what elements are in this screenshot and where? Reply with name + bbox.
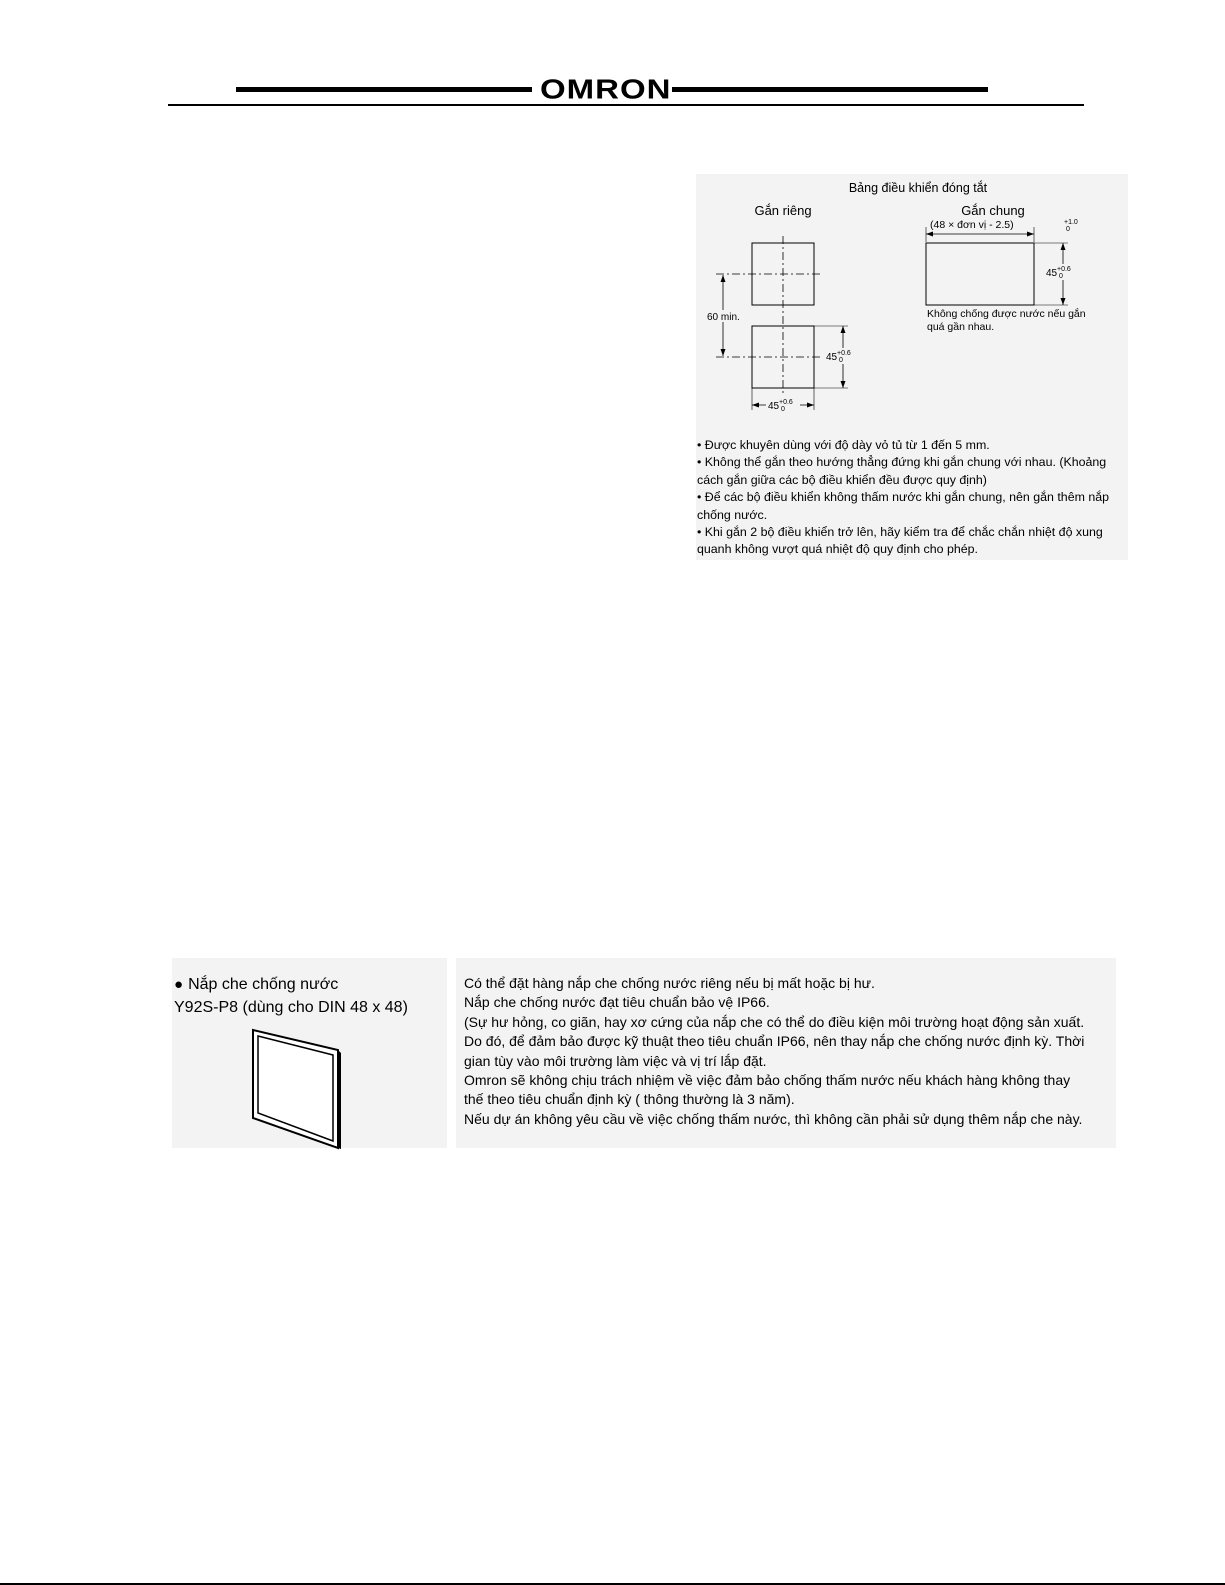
header-divider [168,104,1084,106]
svg-text:+0.6: +0.6 [779,399,793,406]
omron-logo: OMRON [540,72,672,105]
note-item: • Khi gắn 2 bộ điều khiển trở lên, hãy kiểm tra để chắc chắn nhiệt độ xung quanh không vượt quá nhiệt độ quy định cho phép. [697,525,1103,557]
group-cutout-height: 45 [1046,268,1058,279]
note-item: • Để các bộ điều khiển không thấm nước khi gắn chung, nên gắn thêm nắp chống nước. [697,490,1110,522]
description-line: (Sự hư hỏng, co giãn, hay xơ cứng của nắp che có thể do điều kiện môi trường hoạt động sản xuất. [464,1013,1085,1030]
cover-title-text: Nắp che chống nước [188,976,339,993]
bullet-icon: ● [174,976,184,993]
svg-text:0: 0 [1059,273,1063,280]
spacing-dimension: 60 min. [707,312,740,323]
description-line: Nắp che chống nước đạt tiêu chuẩn bảo vệ IP66. [464,994,770,1011]
diagram-title: Bảng điều khiển đóng tắt [848,181,988,195]
panel-cutout-diagram [696,174,1128,430]
waterproof-cover-illustration [250,1028,354,1150]
description-line: Do đó, để đảm bảo được kỹ thuật theo tiêu chuẩn IP66, nên thay nắp che chống nước định kỳ. Thời [464,1033,1085,1050]
description-line: Có thể đặt hàng nắp che chống nước riêng nếu bị mất hoặc bị hư. [464,975,875,991]
group-width-formula: (48 × đơn vị - 2.5) [930,219,1014,231]
description-line: thế theo tiêu chuẩn định kỳ ( thông thường là 3 năm). [464,1091,795,1108]
description-line: Omron sẽ không chịu trách nhiệm về việc đảm bảo chống thấm nước nếu khách hàng không thay [464,1072,1071,1089]
description-line: Nếu dự án không yêu cầu về việc chống thấm nước, thì không cần phải sử dụng thêm nắp che này. [464,1110,1083,1127]
cover-description [464,974,1124,1129]
individual-mount-label: Gắn riêng [754,203,812,218]
mounting-notes [697,437,1129,559]
group-note-line1: Không chống được nước nếu gắn [927,308,1086,320]
svg-text:+0.6: +0.6 [837,350,851,357]
svg-text:0: 0 [1066,226,1070,233]
group-cutout [926,243,1034,305]
svg-text:0: 0 [839,357,843,364]
note-item: • Không thể gắn theo hướng thẳng đứng khi gắn chung với nhau. (Khoảng cách gắn giữa các bộ điều khiển đều được quy định) [697,455,1107,487]
cover-title [174,974,338,996]
cover-model: Y92S-P8 (dùng cho DIN 48 x 48) [174,999,408,1016]
svg-text:+1.0: +1.0 [1064,219,1078,226]
group-note-line2: quá gần nhau. [927,321,995,333]
group-mount-label: Gắn chung [961,203,1025,218]
note-item: • Được khuyên dùng với độ dày vỏ tủ từ 1 đến 5 mm. [697,438,990,452]
svg-text:+0.6: +0.6 [1057,266,1071,273]
cutout-height-dimension: 45 [826,352,838,363]
header-rule-left [236,87,532,92]
cutout-width-dimension: 45 [768,401,780,412]
svg-text:0: 0 [781,406,785,413]
description-line: gian tùy vào môi trường làm việc và vị trí lắp đặt. [464,1052,767,1069]
header-rule-right [672,87,988,92]
